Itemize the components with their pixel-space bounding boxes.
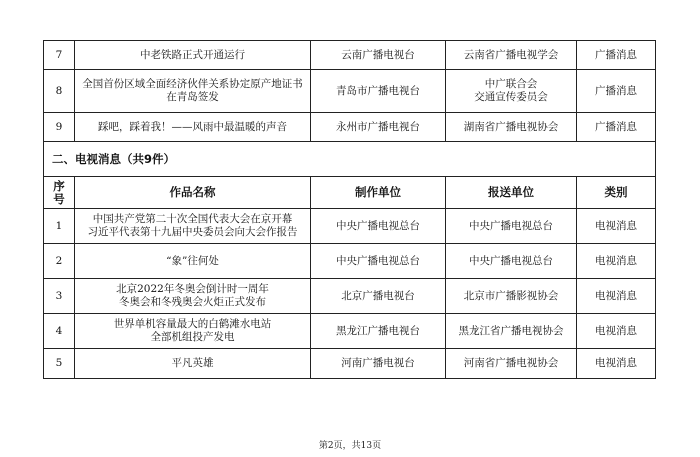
row-number: 1: [44, 209, 75, 244]
row-number: 9: [44, 113, 75, 142]
submitting-unit: 河南省广播电视协会: [446, 349, 577, 379]
category: 广播消息: [577, 70, 656, 113]
production-unit: 北京广播电视台: [311, 279, 446, 314]
submitting-unit: 黑龙江省广播电视协会: [446, 314, 577, 349]
section-title: 二、电视消息（共9件）: [44, 142, 656, 177]
work-title: 中老铁路正式开通运行: [75, 41, 311, 70]
production-unit: 永州市广播电视台: [311, 113, 446, 142]
table-row: [44, 113, 656, 142]
work-title: 北京2022年冬奥会倒计时一周年 冬奥会和冬残奥会火炬正式发布: [75, 279, 311, 314]
table-row: [44, 209, 656, 244]
header-title: 作品名称: [75, 177, 311, 209]
submitting-unit: 中广联合会 交通宣传委员会: [446, 70, 577, 113]
production-unit: 中央广播电视总台: [311, 244, 446, 279]
category: 电视消息: [577, 244, 656, 279]
table-row: [44, 70, 656, 113]
table-header-row: [44, 177, 656, 209]
work-title: 全国首份区域全面经济伙伴关系协定原产地证书 在青岛签发: [75, 70, 311, 113]
row-number: 3: [44, 279, 75, 314]
production-unit: 中央广播电视总台: [311, 209, 446, 244]
category: 广播消息: [577, 113, 656, 142]
header-maker: 制作单位: [311, 177, 446, 209]
row-number: 5: [44, 349, 75, 379]
table-row: [44, 244, 656, 279]
category: 广播消息: [577, 41, 656, 70]
header-category: 类别: [577, 177, 656, 209]
submitting-unit: 北京市广播影视协会: [446, 279, 577, 314]
submitting-unit: 湖南省广播电视协会: [446, 113, 577, 142]
production-unit: 黑龙江广播电视台: [311, 314, 446, 349]
category: 电视消息: [577, 349, 656, 379]
category: 电视消息: [577, 209, 656, 244]
row-number: 7: [44, 41, 75, 70]
table-row: [44, 314, 656, 349]
work-title: 踩吧，踩着我！——风雨中最温暖的声音: [75, 113, 311, 142]
production-unit: 云南广播电视台: [311, 41, 446, 70]
submitting-unit: 中央广播电视总台: [446, 244, 577, 279]
section-title-row: [44, 142, 656, 177]
row-number: 2: [44, 244, 75, 279]
header-no: 序号: [44, 177, 75, 209]
page-footer: 第2页，共13页: [318, 441, 382, 451]
awards-table: [43, 40, 656, 379]
header-submitter: 报送单位: [446, 177, 577, 209]
category: 电视消息: [577, 279, 656, 314]
row-number: 4: [44, 314, 75, 349]
production-unit: 河南广播电视台: [311, 349, 446, 379]
submitting-unit: 中央广播电视总台: [446, 209, 577, 244]
production-unit: 青岛市广播电视台: [311, 70, 446, 113]
work-title: 平凡英雄: [75, 349, 311, 379]
work-title: 世界单机容量最大的白鹤滩水电站 全部机组投产发电: [75, 314, 311, 349]
table-row: [44, 41, 656, 70]
work-title: “象”往何处: [75, 244, 311, 279]
work-title: 中国共产党第二十次全国代表大会在京开幕 习近平代表第十九届中央委员会向大会作报告: [75, 209, 311, 244]
submitting-unit: 云南省广播电视学会: [446, 41, 577, 70]
table-row: [44, 279, 656, 314]
category: 电视消息: [577, 314, 656, 349]
row-number: 8: [44, 70, 75, 113]
table-row: [44, 349, 656, 379]
